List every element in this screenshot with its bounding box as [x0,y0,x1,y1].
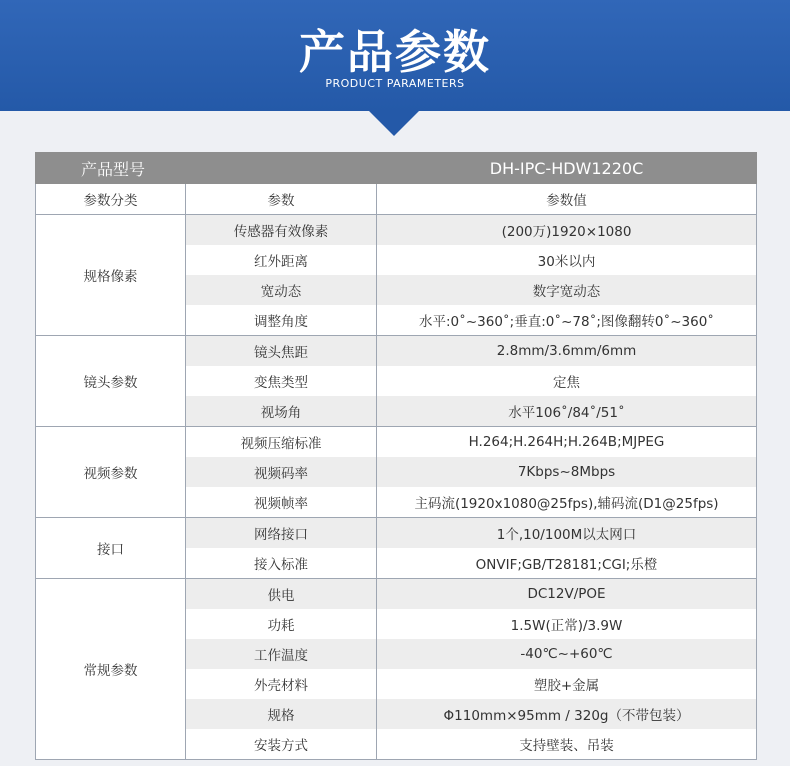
param-value-cell: Φ110mm×95mm / 320g（不带包装） [377,699,757,729]
param-name-cell: 红外距离 [186,245,377,275]
param-value-cell: 30米以内 [377,245,757,275]
param-name-cell: 视频码率 [186,457,377,487]
param-name-cell: 镜头焦距 [186,336,377,367]
param-value-cell: DC12V/POE [377,579,757,610]
table-row [36,518,757,549]
category-cell: 常规参数 [36,579,186,760]
category-cell: 接口 [36,518,186,579]
param-name-cell: 宽动态 [186,275,377,305]
model-row [36,153,757,184]
param-value-cell: H.264;H.264H;H.264B;MJPEG [377,427,757,458]
table-row [36,427,757,458]
param-name-cell: 网络接口 [186,518,377,549]
param-name-cell: 接入标准 [186,548,377,579]
column-header-value: 参数值 [377,184,757,215]
param-value-cell: 定焦 [377,366,757,396]
param-name-cell: 传感器有效像素 [186,215,377,246]
param-name-cell: 视场角 [186,396,377,427]
param-value-cell: (200万)1920×1080 [377,215,757,246]
category-cell: 视频参数 [36,427,186,518]
category-cell: 规格像素 [36,215,186,336]
param-value-cell: 支持壁装、吊装 [377,729,757,760]
param-name-cell: 功耗 [186,609,377,639]
column-header-param: 参数 [186,184,377,215]
banner-pointer [368,110,420,136]
category-cell: 镜头参数 [36,336,186,427]
model-value: DH-IPC-HDW1220C [377,153,757,184]
param-value-cell: 主码流(1920x1080@25fps),辅码流(D1@25fps) [377,487,757,518]
param-value-cell: 数字宽动态 [377,275,757,305]
param-value-cell: 水平:0˚~360˚;垂直:0˚~78˚;图像翻转0˚~360˚ [377,305,757,336]
param-name-cell: 视频压缩标准 [186,427,377,458]
param-value-cell: 1个,10/100M以太网口 [377,518,757,549]
param-name-cell: 工作温度 [186,639,377,669]
param-value-cell: 2.8mm/3.6mm/6mm [377,336,757,367]
table-row [36,579,757,610]
table-row [36,215,757,246]
page-title: 产品参数 [299,25,491,79]
param-name-cell: 供电 [186,579,377,610]
param-name-cell: 调整角度 [186,305,377,336]
param-name-cell: 视频帧率 [186,487,377,518]
parameters-table-container [35,152,756,760]
param-value-cell: ONVIF;GB/T28181;CGI;乐橙 [377,548,757,579]
param-value-cell: 1.5W(正常)/3.9W [377,609,757,639]
column-header-row [36,184,757,215]
param-value-cell: 7Kbps~8Mbps [377,457,757,487]
header-banner [0,0,790,111]
param-name-cell: 安装方式 [186,729,377,760]
param-name-cell: 外壳材料 [186,669,377,699]
param-value-cell: -40℃~+60℃ [377,639,757,669]
param-name-cell: 规格 [186,699,377,729]
model-label: 产品型号 [36,153,377,184]
table-row [36,336,757,367]
param-value-cell: 塑胶+金属 [377,669,757,699]
column-header-category: 参数分类 [36,184,186,215]
param-value-cell: 水平106˚/84˚/51˚ [377,396,757,427]
parameters-table [35,152,757,760]
param-name-cell: 变焦类型 [186,366,377,396]
page-subtitle: PRODUCT PARAMETERS [325,77,465,90]
